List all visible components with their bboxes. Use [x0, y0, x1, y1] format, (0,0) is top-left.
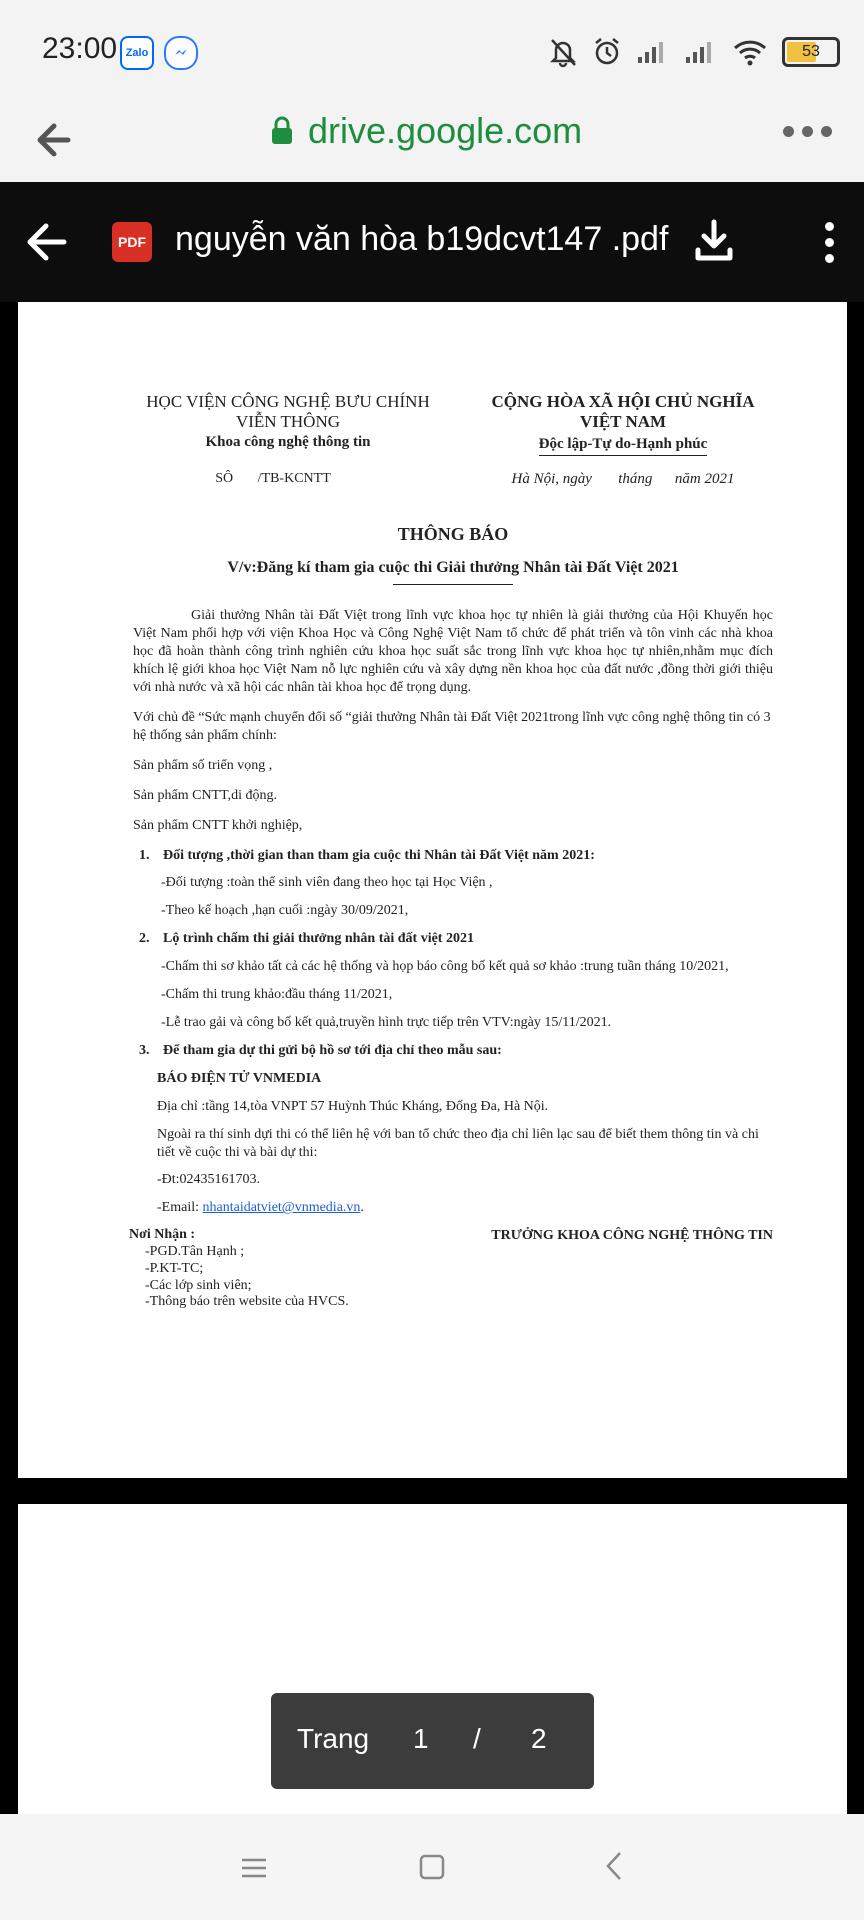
recipient-item: -PGD.Tân Hạnh ;: [145, 1244, 245, 1260]
section-number: 2.: [139, 931, 150, 947]
section-heading: [139, 930, 773, 948]
product-item: Sản phẩm CNTT,di động.: [133, 787, 278, 803]
back-arrow-icon[interactable]: [32, 116, 72, 164]
country-name: CỘNG HÒA XÃ HỘI CHỦ NGHĨA: [491, 392, 755, 411]
browser-url-bar: [0, 100, 864, 182]
total-pages: 2: [531, 1723, 547, 1754]
recipients-title: Nơi Nhận :: [129, 1227, 196, 1243]
notification-icons: [120, 36, 198, 70]
download-icon[interactable]: [692, 218, 736, 262]
close-viewer-arrow-icon[interactable]: [24, 220, 68, 264]
document-subtitle: V/v:Đăng kí tham gia cuộc thi Giải thưởng Nhân tài Đất Việt 2021: [227, 559, 679, 576]
organization-address: Địa chỉ :tầng 14,tòa VNPT 57 Huỳnh Thúc Kháng, Đống Đa, Hà Nội.: [157, 1098, 549, 1114]
recipient-item: -Các lớp sinh viên;: [145, 1277, 252, 1293]
wifi-icon: [732, 38, 768, 66]
section-number: 3.: [139, 1042, 150, 1058]
product-item: Sản phẩm số triển vọng ,: [133, 757, 273, 773]
system-status: [548, 36, 840, 68]
recipients-block: [129, 1227, 349, 1311]
email-tail: .: [360, 1200, 364, 1216]
status-bar: [0, 0, 864, 100]
recent-apps-icon[interactable]: [240, 1854, 268, 1882]
pdf-page-1: [18, 302, 847, 1478]
theme-paragraph: Với chủ đề “Sức mạnh chuyển đổi số “giải thưởng Nhân tài Đất Việt 2021trong lĩnh vực công nghệ thông tin có 3 hệ thống sản phẩm chính:: [133, 710, 771, 743]
signal-icon: [636, 39, 670, 65]
institution-name: HỌC VIỆN CÔNG NGHỆ BƯU CHÍNH: [146, 392, 430, 411]
messenger-icon: [164, 36, 198, 70]
recipient-item: -Thông báo trên website của HVCS.: [145, 1294, 349, 1310]
page-separator: /: [473, 1723, 481, 1754]
file-name: nguyễn văn hòa b19dcvt147 .pdf: [175, 220, 669, 258]
contact-email: [157, 1199, 773, 1217]
battery-icon: [782, 37, 840, 67]
battery-level: 53: [802, 43, 820, 60]
page-label: Trang: [297, 1723, 370, 1754]
document-title: THÔNG BÁO: [397, 523, 509, 544]
subtitle-underline: [393, 584, 513, 585]
contact-note: Ngoài ra thí sinh dựi thi có thể liên hệ với ban tổ chức theo địa chỉ liên lạc sau để biết them thông tin và chi tiết về cuộc thi và bài dự thi:: [157, 1126, 759, 1160]
more-options-icon[interactable]: [825, 222, 834, 263]
home-icon[interactable]: [418, 1852, 446, 1882]
pdf-file-icon: PDF: [112, 222, 152, 262]
contact-phone: -Đt:02435161703.: [157, 1172, 261, 1188]
department-name: Khoa công nghệ thông tin: [205, 433, 371, 450]
section-number: 1.: [139, 847, 150, 863]
section-title: Để tham gia dự thi gửi bộ hồ sơ tới địa chỉ theo mẫu sau:: [163, 1042, 502, 1058]
alarm-icon: [592, 36, 622, 68]
section-item: -Đối tượng :toàn thể sinh viên đang theo học tại Học Viện ,: [161, 875, 493, 891]
country-name-2: VIỆT NAM: [579, 412, 667, 432]
place-date: Hà Nội, ngày tháng năm 2021: [511, 470, 735, 487]
clock: 23:00: [42, 32, 118, 65]
signal-icon-2: [684, 39, 718, 65]
current-page: 1: [413, 1723, 429, 1754]
section-title: Đối tượng ,thời gian than tham gia cuộc thi Nhân tài Đất Việt năm 2021:: [163, 847, 595, 863]
section-item: -Theo kế hoạch ,hạn cuối :ngày 30/09/2021,: [161, 903, 409, 919]
pdf-viewer-toolbar: [0, 182, 864, 302]
document-body: [129, 392, 773, 1311]
zalo-icon: Zalo: [120, 36, 154, 70]
page-indicator: [271, 1693, 594, 1789]
institution-name-2: VIỄN THÔNG: [235, 412, 341, 432]
url-domain: drive.google.com: [308, 110, 583, 151]
section-item: -Chấm thi sơ khảo tất cả các hệ thống và họp báo công bố kết quả sơ khảo :trung tuần tháng 10/2021,: [161, 959, 729, 975]
national-header: [473, 392, 773, 456]
section-item: -Chấm thi trung khảo:đầu tháng 11/2021,: [161, 987, 393, 1003]
section-heading: [139, 847, 773, 865]
recipient-item: -P.KT-TC;: [145, 1260, 204, 1276]
lock-icon: [270, 116, 294, 146]
url-field[interactable]: [270, 110, 582, 152]
section-heading: [139, 1042, 773, 1060]
product-item: Sản phẩm CNTT khởi nghiệp,: [133, 817, 303, 833]
back-icon[interactable]: [604, 1850, 624, 1882]
email-label: -Email:: [157, 1200, 203, 1216]
national-motto: Độc lập-Tự do-Hạnh phúc: [539, 435, 708, 456]
email-link[interactable]: nhantaidatviet@vnmedia.vn: [202, 1200, 361, 1216]
browser-menu-button[interactable]: [783, 126, 832, 137]
section-item: -Lễ trao gải và công bố kết quả,truyền hình trực tiếp trên VTV:ngày 15/11/2021.: [161, 1014, 612, 1030]
intro-paragraph: Giải thưởng Nhân tài Đất Việt trong lĩnh vực khoa học tự nhiên là giải thưởng của Hội Khuyến học Việt Nam phối hợp với viện Khoa Học và Công Nghệ Việt Nam tổ chức để phát triển và tôn vinh các nhà khoa học đã hoàn thành công trình nghiên cứu khoa học suất sắc trong lĩnh vực khoa học tự nhiên,nhằm mục đích khích lệ giới khoa học Việt Nam nỗ lực nghiên cứu và xây dựng nền khoa học của đất nước ,đồng thời giới thiệu với nhà nước và xã hội các nhân tài khoa học để trọng dụng.: [133, 608, 773, 696]
organization-name: BÁO ĐIỆN TỬ VNMEDIA: [157, 1070, 322, 1086]
system-navigation-bar: [0, 1814, 864, 1920]
mute-bell-icon: [548, 36, 578, 68]
section-title: Lộ trình chấm thi giải thưởng nhân tài đất việt 2021: [163, 931, 474, 947]
document-number: SÔ /TB-KCNTT: [215, 470, 331, 486]
signature-title: TRƯỞNG KHOA CÔNG NGHỆ THÔNG TIN: [491, 1228, 773, 1244]
institution-header: [133, 392, 443, 456]
